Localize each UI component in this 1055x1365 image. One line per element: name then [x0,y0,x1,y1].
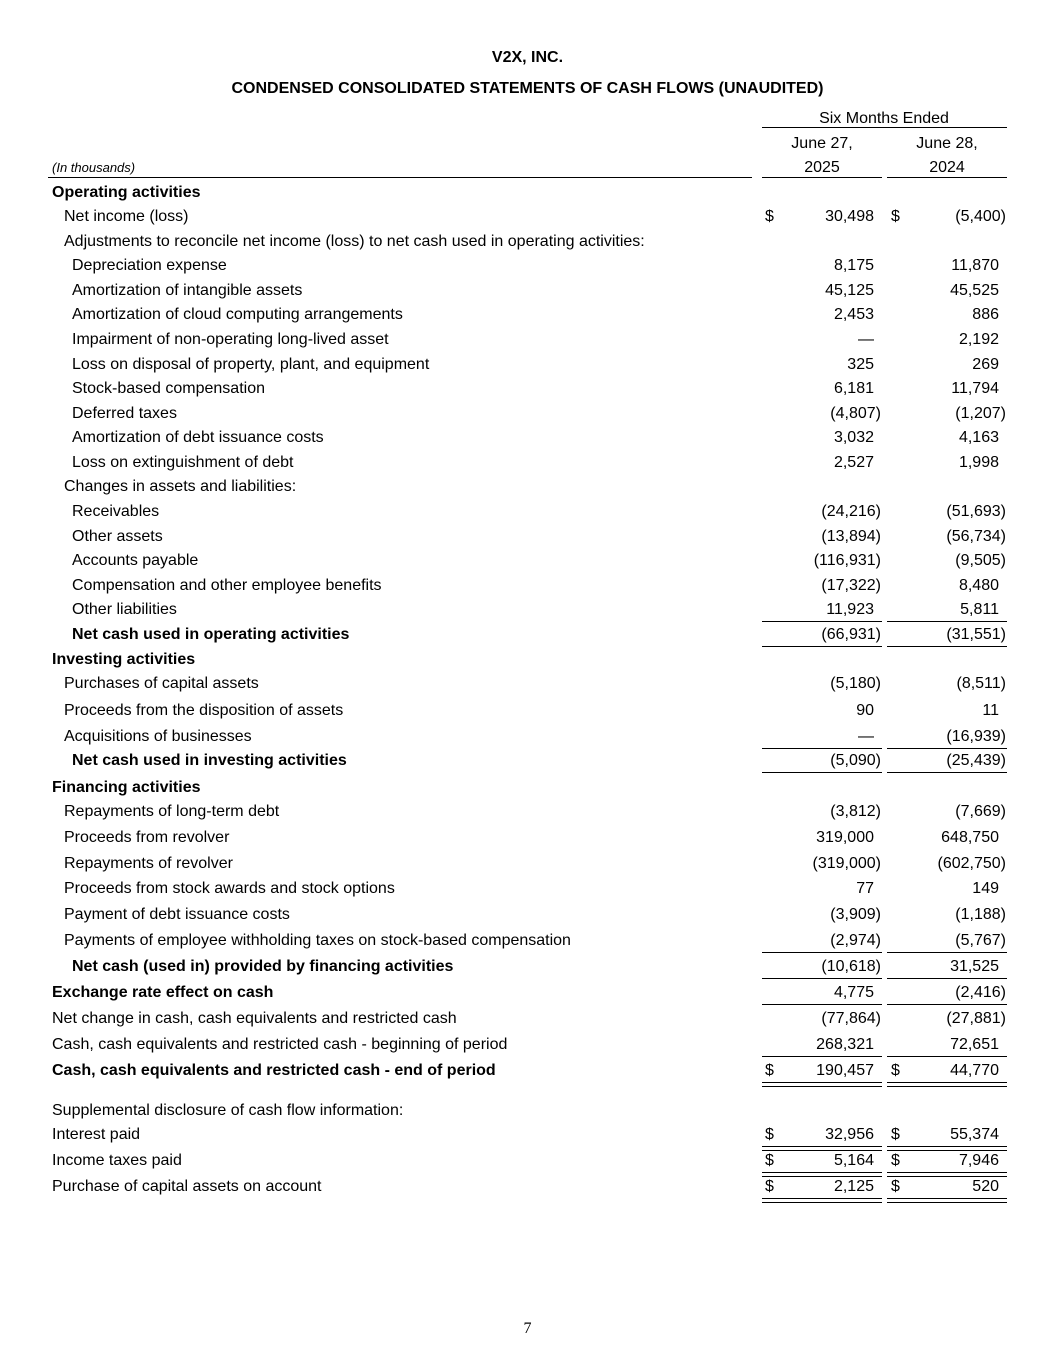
row-label: Impairment of non-operating long-lived asset [72,331,389,348]
value-2025: (10,618) [821,958,881,975]
value-2025: 325 [847,356,874,373]
table-row [0,1126,1055,1150]
row-label: Cash, cash equivalents and restricted cash - beginning of period [52,1036,508,1053]
value-2025: 2,125 [833,1178,874,1195]
table-row [0,675,1055,699]
value-2024: 55,374 [950,1126,999,1143]
value-2025: — [858,331,874,348]
table-row [0,552,1055,576]
dollar-sign: $ [765,1126,774,1143]
row-label: Payment of debt issuance costs [64,906,290,923]
row-label: Cash, cash equivalents and restricted cash - end of period [52,1062,496,1079]
table-row [0,233,1055,257]
row-label: Adjustments to reconcile net income (loss) to net cash used in operating activities: [64,233,645,250]
table-row [0,257,1055,281]
page-number: 7 [523,1320,532,1337]
value-2025: (2,974) [830,932,881,949]
value-2024: (1,188) [955,906,1006,923]
value-2024: (16,939) [946,728,1006,745]
row-label: Amortization of cloud computing arrangements [72,306,403,323]
row-label: Net cash used in operating activities [72,626,350,643]
row-label: Net cash used in investing activities [72,752,347,769]
row-label: Amortization of debt issuance costs [72,429,324,446]
value-2024: 4,163 [958,429,999,446]
row-label: Interest paid [52,1126,141,1143]
value-2024: (5,400) [955,208,1006,225]
period-rule [762,127,1007,128]
table-row [0,626,1055,650]
table-row [0,880,1055,904]
row-label: Purchases of capital assets [64,675,259,692]
row-label: Financing activities [52,779,201,796]
value-2024: 5,811 [960,601,999,618]
table-row [0,958,1055,982]
col1-underline [762,621,882,622]
col1-date: June 27, [791,135,853,152]
table-row [0,306,1055,330]
row-label: Purchase of capital assets on account [52,1178,322,1195]
value-2025: 30,498 [825,208,874,225]
value-2024: (31,551) [946,626,1006,643]
row-label: Deferred taxes [72,405,177,422]
table-row [0,932,1055,956]
value-2024: (27,881) [946,1010,1006,1027]
dollar-sign: $ [891,1152,900,1169]
value-2025: (116,931) [813,552,881,569]
row-label: Compensation and other employee benefits [72,577,382,594]
col1-underline [762,1198,882,1203]
table-row [0,1178,1055,1202]
row-label: Stock-based compensation [72,380,265,397]
row-label: Net change in cash, cash equivalents and restricted cash [52,1010,457,1027]
value-2025: (77,864) [821,1010,881,1027]
table-row [0,779,1055,803]
row-label: Repayments of long-term debt [64,803,280,820]
col1-underline [762,952,882,953]
col1-underline [762,772,882,773]
value-2025: (13,894) [821,528,881,545]
row-label: Proceeds from the disposition of assets [64,702,344,719]
col2-year: 2024 [929,159,965,176]
value-2025: 268,321 [816,1036,874,1053]
row-label: Investing activities [52,651,196,668]
value-2025: 77 [856,880,874,897]
value-2024: (25,439) [946,752,1006,769]
value-2025: 2,527 [833,454,874,471]
value-2024: (51,693) [946,503,1006,520]
dollar-sign: $ [765,1178,774,1195]
table-row [0,601,1055,625]
value-2024: (7,669) [955,803,1006,820]
row-label: Supplemental disclosure of cash flow information: [52,1102,404,1119]
table-row [0,1036,1055,1060]
value-2025: (24,216) [821,503,881,520]
table-row [0,184,1055,208]
table-row [0,702,1055,726]
col2-underline [887,952,1007,953]
company-name: V2X, INC. [491,49,564,66]
value-2024: (1,207) [955,405,1006,422]
table-row [0,829,1055,853]
value-2024: 149 [972,880,999,897]
row-label: Net income (loss) [64,208,189,225]
col2-header-rule [887,177,1007,178]
dollar-sign: $ [891,1178,900,1195]
value-2024: 1,998 [958,454,999,471]
value-2025: 4,775 [833,984,874,1001]
row-label: Changes in assets and liabilities: [64,478,297,495]
table-row [0,282,1055,306]
value-2025: (3,812) [830,803,881,820]
table-row [0,1152,1055,1176]
value-2025: 5,164 [833,1152,874,1169]
col1-underline [762,646,882,647]
value-2024: (5,767) [955,932,1006,949]
table-row [0,577,1055,601]
table-row [0,803,1055,827]
value-2025: (5,090) [830,752,881,769]
value-2024: 520 [972,1178,999,1195]
col1-underline [762,978,882,979]
value-2024: 8,480 [958,577,999,594]
dollar-sign: $ [765,1062,774,1079]
value-2025: (66,931) [821,626,881,643]
col1-year: 2025 [804,159,840,176]
table-row [0,855,1055,879]
value-2025: (4,807) [830,405,881,422]
row-label: Receivables [72,503,160,520]
table-row [0,503,1055,527]
col2-underline [887,1082,1007,1087]
value-2024: 886 [972,306,999,323]
col1-underline [762,1056,882,1057]
table-row [0,380,1055,404]
value-2024: 2,192 [958,331,999,348]
statement-title: CONDENSED CONSOLIDATED STATEMENTS OF CASH FLOWS (UNAUDITED) [231,80,824,97]
col1-underline [762,1004,882,1005]
col2-underline [887,646,1007,647]
value-2025: — [858,728,874,745]
value-2025: 190,457 [816,1062,874,1079]
table-row [0,331,1055,355]
row-label: Loss on extinguishment of debt [72,454,294,471]
table-row [0,728,1055,752]
col2-date: June 28, [916,135,978,152]
col1-underline [762,1146,882,1151]
col2-underline [887,978,1007,979]
row-label: Proceeds from revolver [64,829,230,846]
table-row [0,752,1055,776]
value-2025: 3,032 [833,429,874,446]
table-row [0,405,1055,429]
value-2024: 11,870 [951,257,999,274]
dollar-sign: $ [765,208,774,225]
row-label: Payments of employee withholding taxes on stock-based compensation [64,932,571,949]
table-row [0,906,1055,930]
value-2024: 72,651 [950,1036,999,1053]
value-2025: 2,453 [833,306,874,323]
row-label: Proceeds from stock awards and stock options [64,880,395,897]
row-label: Net cash (used in) provided by financing activities [72,958,454,975]
value-2024: 7,946 [958,1152,999,1169]
value-2025: 6,181 [833,380,874,397]
value-2025: 8,175 [833,257,874,274]
col1-header-rule [762,177,882,178]
col2-underline [887,772,1007,773]
table-row [0,208,1055,232]
value-2024: 11,794 [951,380,999,397]
value-2024: 31,525 [950,958,999,975]
row-label: Other assets [72,528,163,545]
value-2025: 90 [856,702,874,719]
row-label: Depreciation expense [72,257,227,274]
col1-underline [762,1082,882,1087]
label-header-rule [48,177,752,178]
value-2024: 11 [982,702,999,719]
row-label: Repayments of revolver [64,855,233,872]
row-label: Exchange rate effect on cash [52,984,274,1001]
value-2024: (2,416) [955,984,1006,1001]
table-row [0,528,1055,552]
col2-underline [887,1004,1007,1005]
value-2024: 45,525 [950,282,999,299]
table-row [0,478,1055,502]
table-row [0,651,1055,675]
table-row [0,1010,1055,1034]
table-row [0,984,1055,1008]
value-2025: (319,000) [812,855,881,872]
row-label: Amortization of intangible assets [72,282,303,299]
units-label: (In thousands) [52,160,136,175]
row-label: Loss on disposal of property, plant, and equipment [72,356,430,373]
value-2024: (56,734) [946,528,1006,545]
value-2025: 11,923 [826,601,874,618]
table-row [0,1102,1055,1126]
value-2024: (9,505) [955,552,1006,569]
col2-underline [887,1198,1007,1203]
row-label: Other liabilities [72,601,177,618]
table-row [0,356,1055,380]
value-2024: 648,750 [941,829,999,846]
table-row [0,429,1055,453]
period-label: Six Months Ended [819,110,949,127]
value-2024: (602,750) [937,855,1006,872]
value-2025: (5,180) [830,675,881,692]
value-2025: 319,000 [816,829,874,846]
row-label: Operating activities [52,184,201,201]
col2-underline [887,748,1007,749]
row-label: Acquisitions of businesses [64,728,252,745]
dollar-sign: $ [765,1152,774,1169]
dollar-sign: $ [891,208,900,225]
dollar-sign: $ [891,1062,900,1079]
row-label: Income taxes paid [52,1152,182,1169]
dollar-sign: $ [891,1126,900,1143]
value-2024: 44,770 [950,1062,999,1079]
value-2025: 45,125 [825,282,874,299]
col1-underline [762,748,882,749]
value-2025: (3,909) [830,906,881,923]
value-2024: 269 [972,356,999,373]
col2-underline [887,621,1007,622]
row-label: Accounts payable [72,552,199,569]
table-row [0,1062,1055,1086]
col2-underline [887,1146,1007,1151]
col1-underline [762,1172,882,1177]
col2-underline [887,1056,1007,1057]
value-2025: 32,956 [825,1126,874,1143]
value-2024: (8,511) [956,675,1006,692]
table-row [0,454,1055,478]
col2-underline [887,1172,1007,1177]
value-2025: (17,322) [821,577,881,594]
